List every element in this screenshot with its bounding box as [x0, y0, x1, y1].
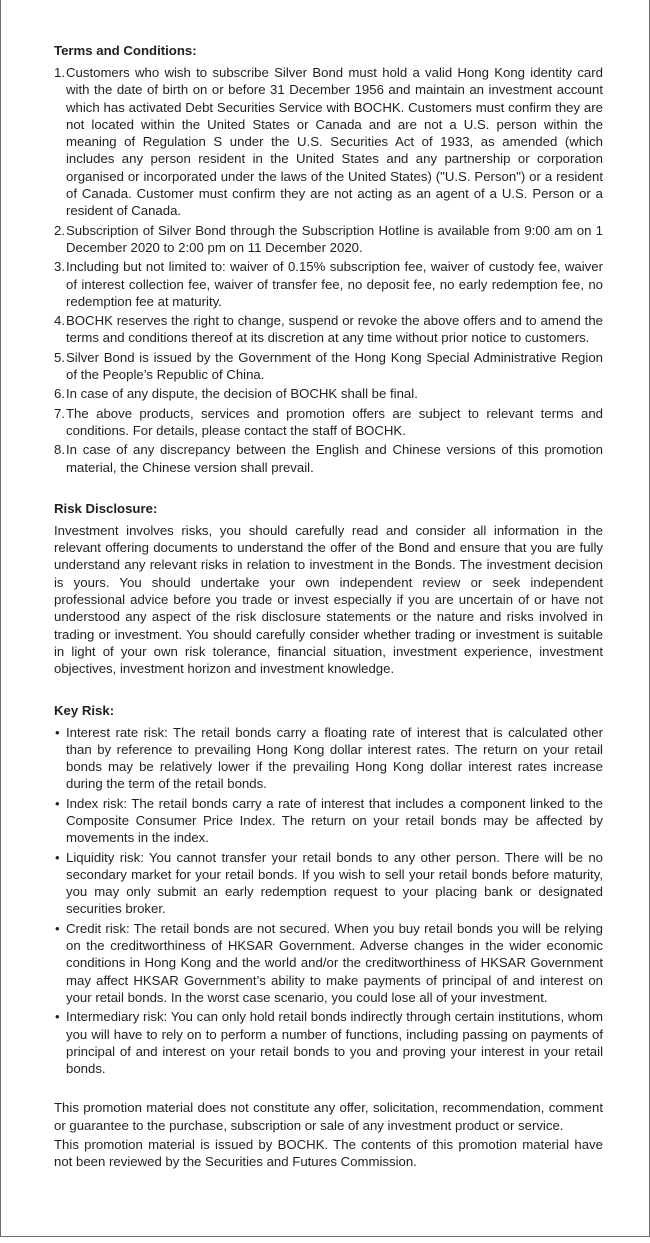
bullet-icon: •	[55, 849, 60, 865]
terms-item	[54, 312, 603, 347]
terms-item-text: BOCHK reserves the right to change, suspend or revoke the above offers and to amend the terms and conditions thereof at its discretion at any time without prior notice to customers.	[66, 313, 603, 346]
terms-item-text: In case of any dispute, the decision of BOCHK shall be final.	[66, 386, 418, 402]
terms-heading: Terms and Conditions:	[54, 43, 197, 58]
key-risk-section	[54, 702, 603, 1078]
key-risk-item	[54, 795, 603, 847]
terms-item	[54, 64, 603, 220]
key-risk-text: Liquidity risk: You cannot transfer your retail bonds to any other person. There will be no secondary market for your retail bonds. If you wish to sell your retail bonds before maturity, you may only submit an early redemption request to your placing bank or designated securities broker.	[66, 849, 603, 917]
terms-item-number: 6.	[54, 386, 65, 402]
key-risk-item	[54, 724, 603, 793]
bullet-icon: •	[55, 724, 60, 740]
terms-item-text: Customers who wish to subscribe Silver Bond must hold a valid Hong Kong identity card with the date of birth on or before 31 December 1956 and maintain an investment account which has activated Debt Securities Service with BOCHK. Customers must confirm they are not located within the United States or Canada and are not a U.S. person within the meaning of Regulation S under the U.S. Securities Act of 1933, as amended (which includes any person resident in the United States and any partnership or corporation organised or incorporated under the laws of the United States) ("U.S. Person") or a resident of Canada. Customer must confirm they are not acting as an agent of a U.S. Person or a resident of Canada.	[66, 65, 603, 219]
terms-item-number: 4.	[54, 313, 65, 329]
bullet-icon: •	[55, 1009, 60, 1025]
footer-line-offer: This promotion material does not constitute any offer, solicitation, recommendation, comment or guarantee to the purchase, subscription or sale of any investment product or service.	[54, 1100, 603, 1133]
terms-section	[54, 42, 603, 476]
terms-item-text: Including but not limited to: waiver of 0.15% subscription fee, waiver of custody fee, waiver of interest collection fee, waiver of transfer fee, no deposit fee, no early redemption fee, no redemption fee at maturity.	[66, 259, 603, 309]
footer-line-issuer: This promotion material is issued by BOCHK. The contents of this promotion material have not been reviewed by the Securities and Futures Commission.	[54, 1137, 603, 1170]
terms-item-number: 1.	[54, 65, 65, 80]
terms-item-number: 5.	[54, 349, 65, 365]
terms-item	[54, 222, 603, 257]
risk-disclosure-text: Investment involves risks, you should carefully read and consider all information in the relevant offering documents to understand the offer of the Bond and ensure that you are fully understand any relevant risks in relation to investment in the Bonds. The investment decision is yours. You should undertake your own independent review or seek independent professional advice before you trade or invest especially if you are uncertain of or have not understood any aspect of the risk disclosure statements or the nature and risks involved in trading or investment. You should carefully consider whether trading or investment is suitable in light of your own risk tolerance, financial situation, investment experience, investment objectives, investment horizon and investment knowledge.	[54, 522, 603, 677]
risk-disclosure-heading: Risk Disclosure:	[54, 500, 158, 516]
key-risk-list	[54, 724, 603, 1078]
terms-item-text: Subscription of Silver Bond through the Subscription Hotline is available from 9:00 am on 1 December 2020 to 2:00 pm on 11 December 2020.	[66, 222, 603, 255]
key-risk-item	[54, 849, 603, 918]
key-risk-heading: Key Risk:	[54, 702, 115, 718]
terms-item	[54, 405, 603, 440]
risk-disclosure-section	[54, 500, 603, 678]
key-risk-text: Interest rate risk: The retail bonds carry a floating rate of interest that is calculated other than by reference to prevailing Hong Kong dollar interest rates. The return on your retail bonds may be relatively lower if the prevailing Hong Kong dollar interest rates increase during the term of the retail bonds.	[66, 724, 603, 792]
terms-list	[54, 64, 603, 476]
terms-item-number: 8.	[54, 442, 65, 458]
terms-item	[54, 441, 603, 476]
terms-item-number: 7.	[54, 405, 65, 421]
key-risk-text: Intermediary risk: You can only hold retail bonds indirectly through certain institutions, whom you will have to rely on to perform a number of functions, including passing on payments of principal of and interest on your retail bonds to you and proving your interest in your retail bonds.	[66, 1009, 603, 1077]
document-content	[54, 42, 603, 1173]
bullet-icon: •	[55, 920, 60, 936]
terms-item-number: 3.	[54, 259, 65, 275]
terms-item	[54, 385, 603, 402]
bullet-icon: •	[55, 795, 60, 811]
key-risk-text: Credit risk: The retail bonds are not secured. When you buy retail bonds you will be relying on the creditworthiness of HKSAR Government. Adverse changes in the wider economic conditions in Hong Kong and the world and/or the creditworthiness of HKSAR Government may affect HKSAR Government’s ability to make payments of principal of and interest on your retail bonds. In the worst case scenario, you could lose all of your investment.	[66, 920, 603, 1005]
terms-item-text: Silver Bond is issued by the Government of the Hong Kong Special Administrative Region of the People’s Republic of China.	[66, 349, 603, 383]
key-risk-item	[54, 920, 603, 1006]
key-risk-text: Index risk: The retail bonds carry a rate of interest that includes a component linked to the Composite Consumer Price Index. The return on your retail bonds may be affected by movements in the index.	[66, 795, 603, 846]
footer-disclaimer	[54, 1099, 603, 1170]
terms-item-text: In case of any discrepancy between the English and Chinese versions of this promotion material, the Chinese version shall prevail.	[66, 442, 603, 475]
terms-item-text: The above products, services and promotion offers are subject to relevant terms and conditions. For details, please contact the staff of BOCHK.	[66, 405, 603, 438]
terms-item-number: 2.	[54, 222, 65, 238]
terms-item	[54, 349, 603, 384]
terms-item	[54, 258, 603, 310]
key-risk-item	[54, 1008, 603, 1077]
